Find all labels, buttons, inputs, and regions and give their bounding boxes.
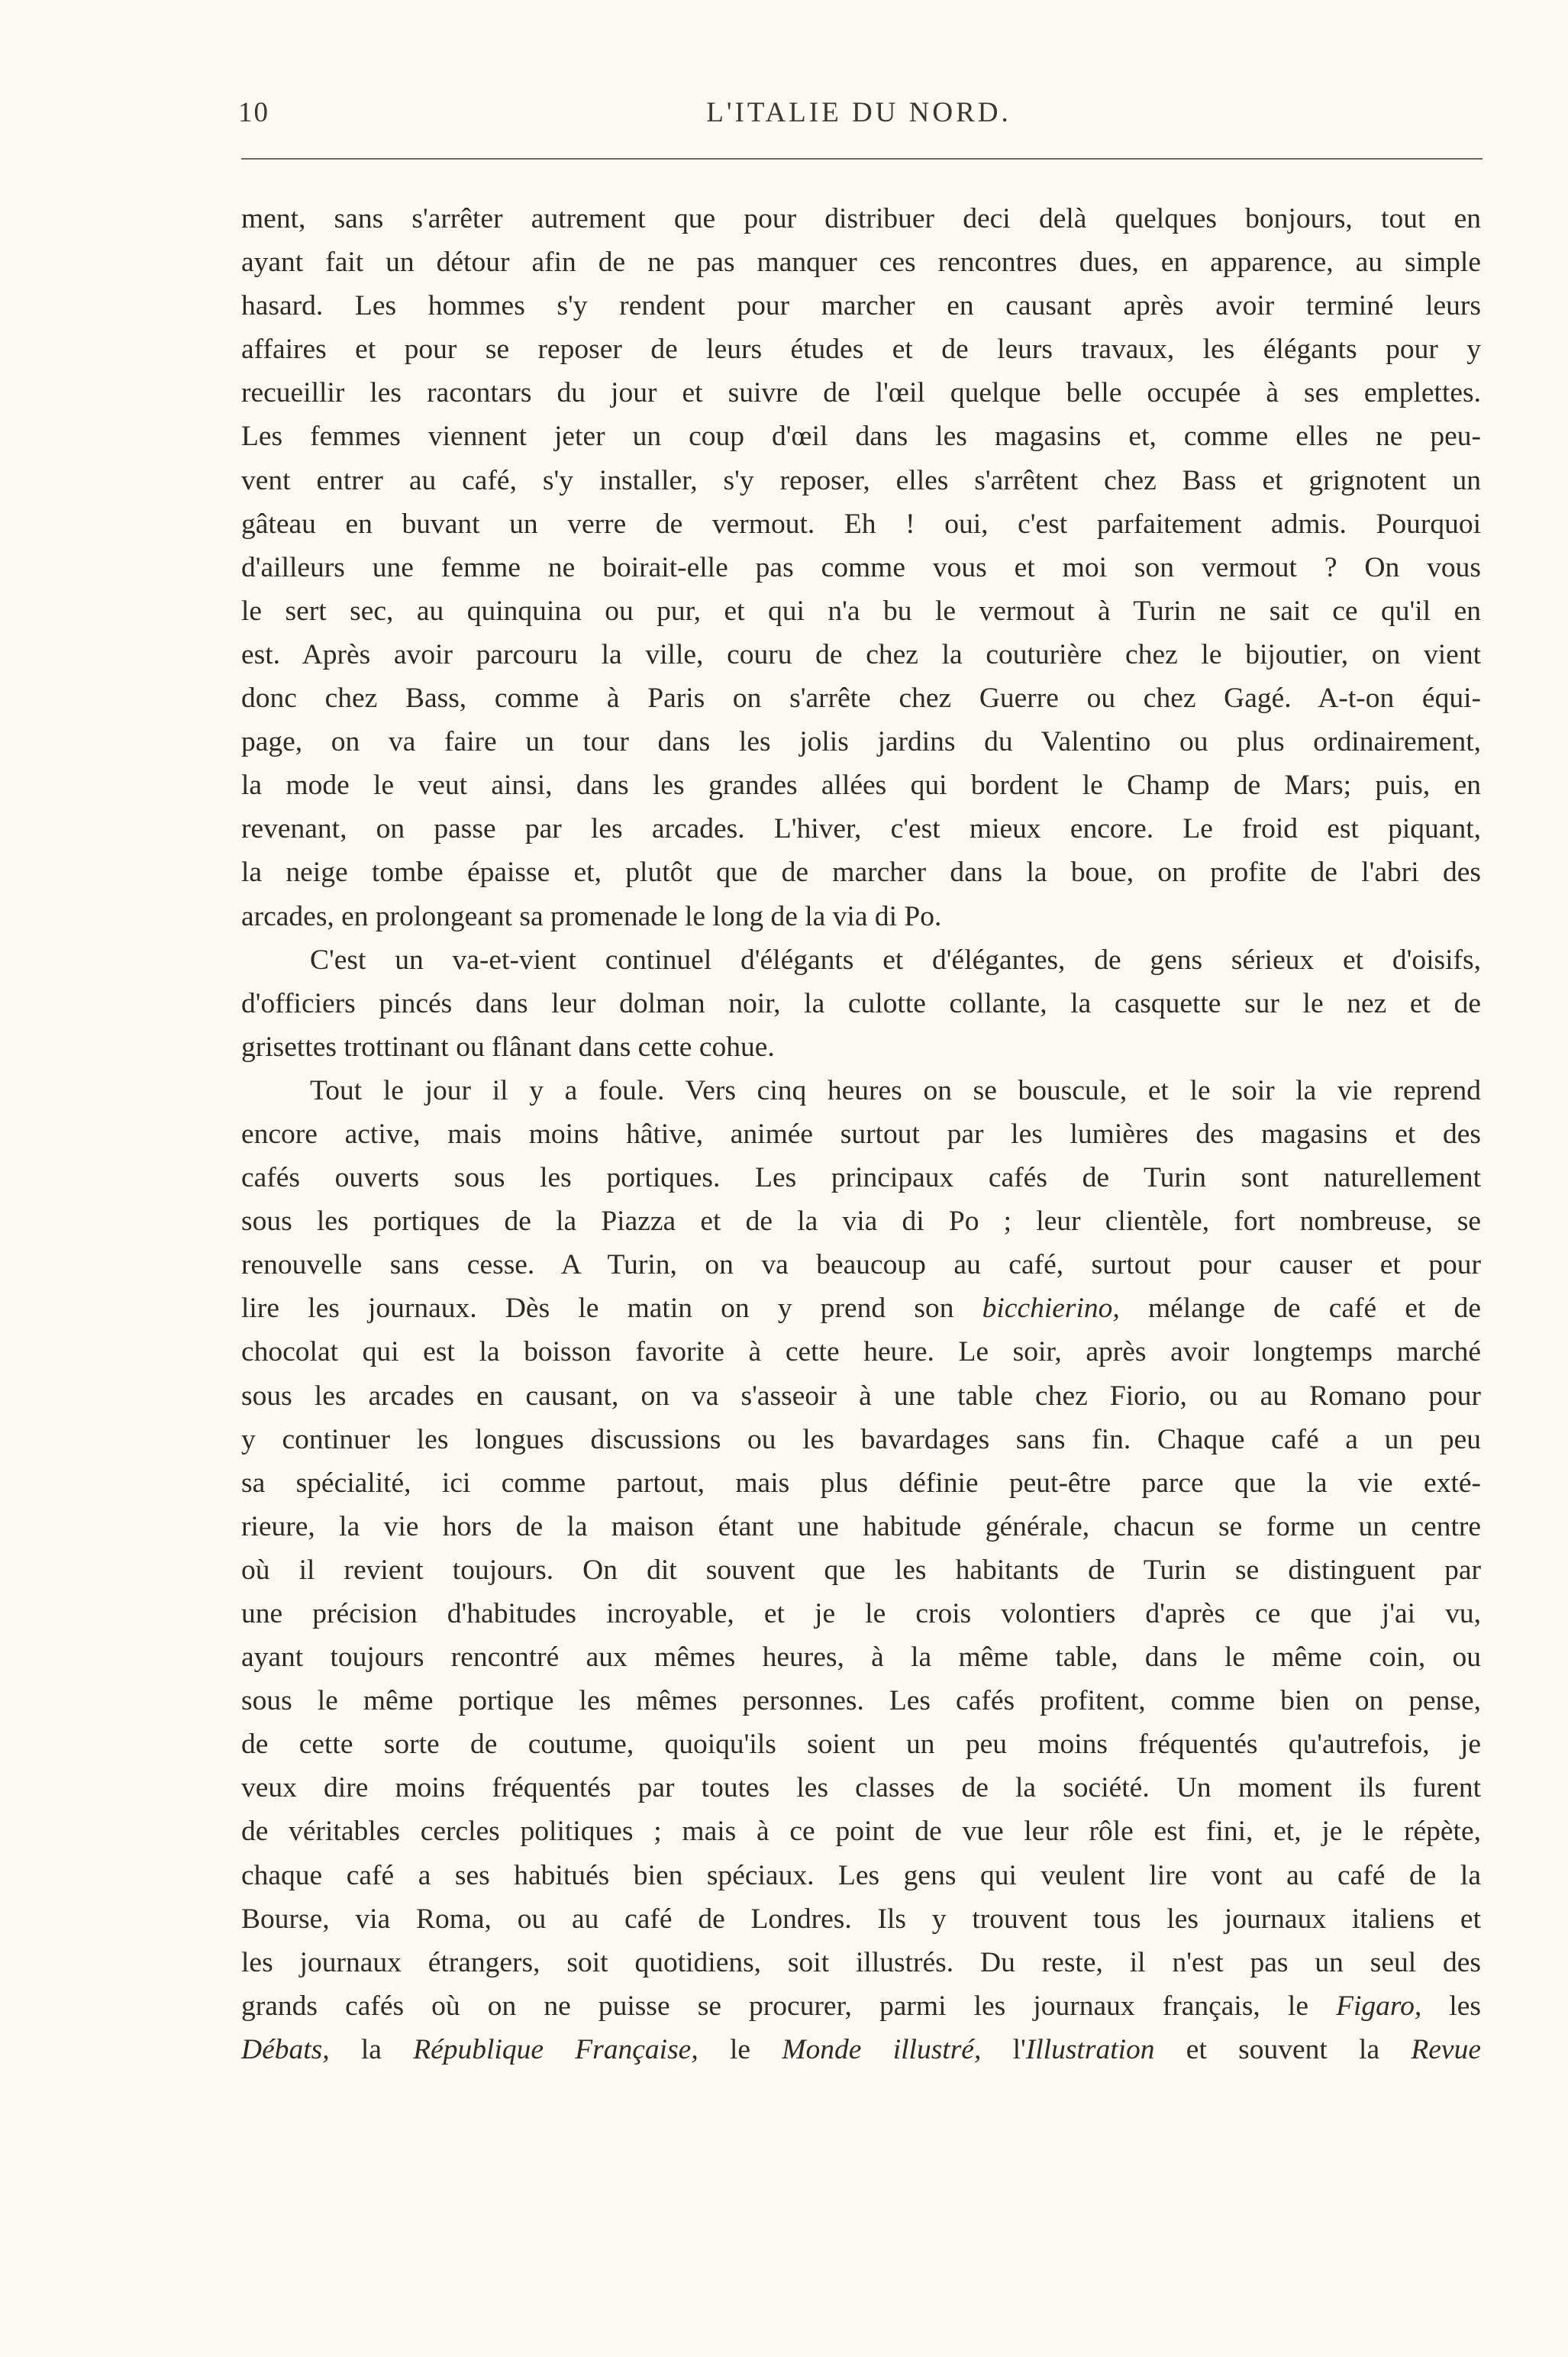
text-line: la mode le veut ainsi, dans les grandes allées qui bordent le Champ de Mars; puis, en: [241, 770, 1481, 802]
running-title: L'ITALIE DU NORD.: [706, 97, 1011, 128]
paragraph-3: [241, 1069, 1481, 2071]
text-line: arcades, en prolongeant sa promenade le long de la via di Po.: [241, 900, 942, 932]
text-segment: le: [698, 2033, 782, 2065]
italic-term-bicchierino: bicchierino,: [982, 1293, 1120, 1325]
text-line: ment, sans s'arrêter autrement que pour distribuer deci delà quelques bonjours, tout en: [241, 203, 1481, 234]
text-line: d'ailleurs une femme ne boirait-elle pas comme vous et moi son vermout ? On vous: [241, 551, 1481, 583]
text-line: les journaux étrangers, soit quotidiens, soit illustrés. Du reste, il n'est pas un seul des: [241, 1946, 1481, 1978]
body-text: [241, 197, 1481, 2071]
text-line: rieure, la vie hors de la maison étant une habitude générale, chacun se forme un centre: [241, 1510, 1481, 1542]
text-line: une précision d'habitudes incroyable, et je le crois volontiers d'après ce que j'ai vu,: [241, 1598, 1481, 1629]
text-line: affaires et pour se reposer de leurs études et de leurs travaux, les élégants pour y: [241, 334, 1481, 366]
text-segment: la: [329, 2033, 414, 2065]
text-line: Les femmes viennent jeter un coup d'œil dans les magasins et, comme elles ne peu-: [241, 421, 1481, 453]
text-line: renouvelle sans cesse. A Turin, on va beaucoup au café, surtout pour causer et pour: [241, 1249, 1481, 1281]
text-line: d'officiers pincés dans leur dolman noir, la culotte collante, la casquette sur le nez et de: [241, 987, 1481, 1019]
text-line: ayant toujours rencontré aux mêmes heures, à la même table, dans le même coin, ou: [241, 1642, 1481, 1674]
italic-title-figaro: Figaro,: [1336, 1990, 1422, 2022]
running-head: [238, 96, 1479, 142]
page-number: 10: [238, 97, 269, 128]
text-line: recueillir les racontars du jour et suivre de l'œil quelque belle occupée à ses emplettes.: [241, 377, 1481, 409]
text-segment: l': [981, 2033, 1026, 2065]
text-line: sous le même portique les mêmes personnes. Les cafés profitent, comme bien on pense,: [241, 1685, 1481, 1717]
text-line-with-italic: [241, 1287, 1481, 1330]
text-line: de véritables cercles politiques ; mais à ce point de vue leur rôle est fini, et, je le répète,: [241, 1816, 1481, 1848]
italic-title-monde: Monde illustré,: [782, 2033, 982, 2065]
text-line: vent entrer au café, s'y installer, s'y reposer, elles s'arrêtent chez Bass et grignotent un: [241, 464, 1481, 496]
italic-title-debats: Débats,: [241, 2033, 330, 2065]
text-segment: grands cafés où on ne puisse se procurer, parmi les journaux français, le: [241, 1990, 1337, 2022]
text-line: C'est un va-et-vient continuel d'élégants et d'élégantes, de gens sérieux et d'oisifs,: [310, 944, 1481, 976]
text-line: chocolat qui est la boisson favorite à cette heure. Le soir, après avoir longtemps marché: [241, 1336, 1481, 1368]
text-line: page, on va faire un tour dans les jolis jardins du Valentino ou plus ordinairement,: [241, 726, 1481, 758]
header-rule: [241, 158, 1483, 160]
text-line: gâteau en buvant un verre de vermout. Eh ! oui, c'est parfaitement admis. Pourquoi: [241, 508, 1481, 540]
text-line: Bourse, via Roma, ou au café de Londres. Ils y trouvent tous les journaux italiens et: [241, 1903, 1481, 1935]
text-line: donc chez Bass, comme à Paris on s'arrête chez Guerre ou chez Gagé. A-t-on équi-: [241, 683, 1481, 715]
paragraph-1: [241, 197, 1481, 938]
text-line: sous les arcades en causant, on va s'asseoir à une table chez Fiorio, ou au Romano pour: [241, 1380, 1481, 1412]
text-line-with-italic: [241, 1984, 1481, 2028]
italic-title-revue: Revue: [1411, 2033, 1481, 2065]
text-segment: lire les journaux. Dès le matin on y prend son: [241, 1293, 982, 1325]
italic-title-illustration: Illustration: [1025, 2033, 1155, 2065]
text-line: la neige tombe épaisse et, plutôt que de marcher dans la boue, on profite de l'abri des: [241, 857, 1481, 889]
text-line: cafés ouverts sous les portiques. Les principaux cafés de Turin sont naturellement: [241, 1162, 1481, 1194]
text-segment: et souvent la: [1154, 2033, 1412, 2065]
text-line: hasard. Les hommes s'y rendent pour marcher en causant après avoir terminé leurs: [241, 290, 1481, 322]
text-line: où il revient toujours. On dit souvent que les habitants de Turin se distinguent par: [241, 1554, 1481, 1586]
text-line: chaque café a ses habitués bien spéciaux. Les gens qui veulent lire vont au café de la: [241, 1859, 1481, 1891]
text-line: revenant, on passe par les arcades. L'hiver, c'est mieux encore. Le froid est piquant,: [241, 813, 1481, 845]
text-line: y continuer les longues discussions ou les bavardages sans fin. Chaque café a un peu: [241, 1423, 1481, 1455]
text-segment: les: [1421, 1990, 1481, 2022]
text-segment: mélange de café et de: [1119, 1293, 1481, 1325]
text-line-with-italic: [241, 2028, 1481, 2071]
text-line: grisettes trottinant ou flânant dans cette cohue.: [241, 1031, 775, 1063]
text-line: encore active, mais moins hâtive, animée surtout par les lumières des magasins et des: [241, 1118, 1481, 1150]
text-line: veux dire moins fréquentés par toutes les classes de la société. Un moment ils furent: [241, 1772, 1481, 1804]
text-line: ayant fait un détour afin de ne pas manquer ces rencontres dues, en apparence, au simple: [241, 247, 1481, 279]
text-line: Tout le jour il y a foule. Vers cinq heures on se bouscule, et le soir la vie reprend: [310, 1074, 1481, 1106]
italic-title-republique: République Française,: [413, 2033, 699, 2065]
text-line: sa spécialité, ici comme partout, mais plus définie peut-être parce que la vie exté-: [241, 1467, 1481, 1499]
text-line: de cette sorte de coutume, quoiqu'ils soient un peu moins fréquentés qu'autrefois, je: [241, 1729, 1481, 1761]
text-line: le sert sec, au quinquina ou pur, et qui n'a bu le vermout à Turin ne sait ce qu'il en: [241, 595, 1481, 627]
text-line: est. Après avoir parcouru la ville, couru de chez la couturière chez le bijoutier, on vient: [241, 638, 1481, 670]
paragraph-2: [241, 938, 1481, 1069]
text-line: sous les portiques de la Piazza et de la via di Po ; leur clientèle, fort nombreuse, se: [241, 1206, 1481, 1238]
